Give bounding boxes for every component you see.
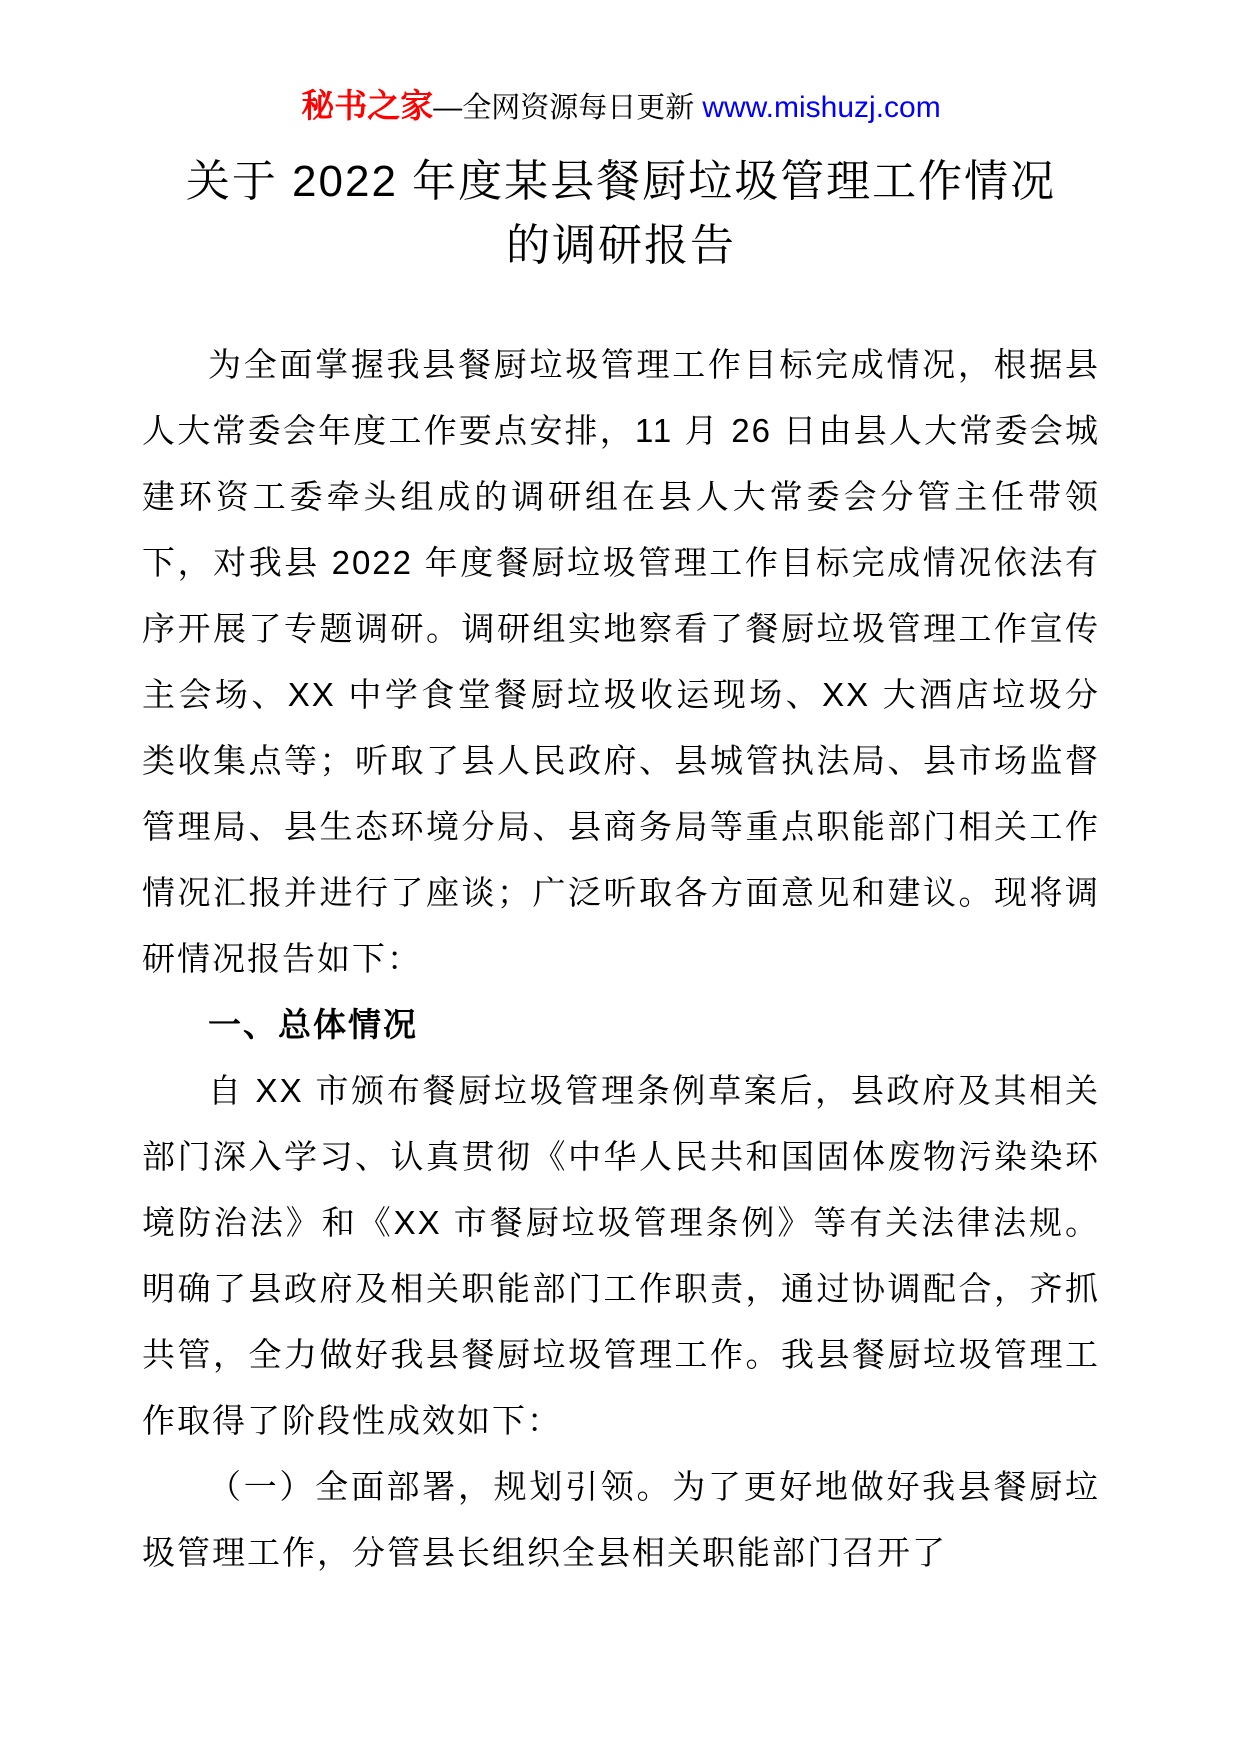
paragraph-intro: 为全面掌握我县餐厨垃圾管理工作目标完成情况，根据县人大常委会年度工作要点安排，11 月 26 日由县人大常委会城建环资工委牵头组成的调研组在县人大常委会分管主任带领下，对我县 2022 年度餐厨垃圾管理工作目标完成情况依法有序开展了专题调研。调研组实地察看了餐厨垃圾管理工作宣传主会场、XX 中学食堂餐厨垃圾收运现场、XX 大酒店垃圾分类收集点等；听取了县人民政府、县城管执法局、县市场监督管理局、县生态环境分局、县商务局等重点职能部门相关工作情况汇报并进行了座谈；广泛听取各方面意见和建议。现将调研情况报告如下： xyxy=(142,346,1100,977)
document-title xyxy=(142,150,1100,278)
section-heading-1: 一、总体情况 xyxy=(208,1006,418,1043)
document-title-line2: 的调研报告 xyxy=(506,221,736,270)
site-header xyxy=(142,88,1100,126)
document-body xyxy=(142,332,1100,1586)
site-tagline: —全网资源每日更新 xyxy=(433,92,703,124)
site-url-link[interactable]: www.mishuzj.com xyxy=(702,91,941,124)
paragraph-overview: 自 XX 市颁布餐厨垃圾管理条例草案后，县政府及其相关部门深入学习、认真贯彻《中华人民共和国固体废物污染染环境防治法》和《XX 市餐厨垃圾管理条例》等有关法律法规。明确了县政府及相关职能部门工作职责，通过协调配合，齐抓共管，全力做好我县餐厨垃圾管理工作。我县餐厨垃圾管理工作取得了阶段性成效如下： xyxy=(142,1072,1100,1439)
document-title-line1: 关于 2022 年度某县餐厨垃圾管理工作情况 xyxy=(185,157,1057,206)
site-brand: 秘书之家 xyxy=(301,87,434,124)
paragraph-deployment: （一）全面部署，规划引领。为了更好地做好我县餐厨垃圾管理工作，分管县长组织全县相关职能部门召开了 xyxy=(142,1468,1100,1571)
